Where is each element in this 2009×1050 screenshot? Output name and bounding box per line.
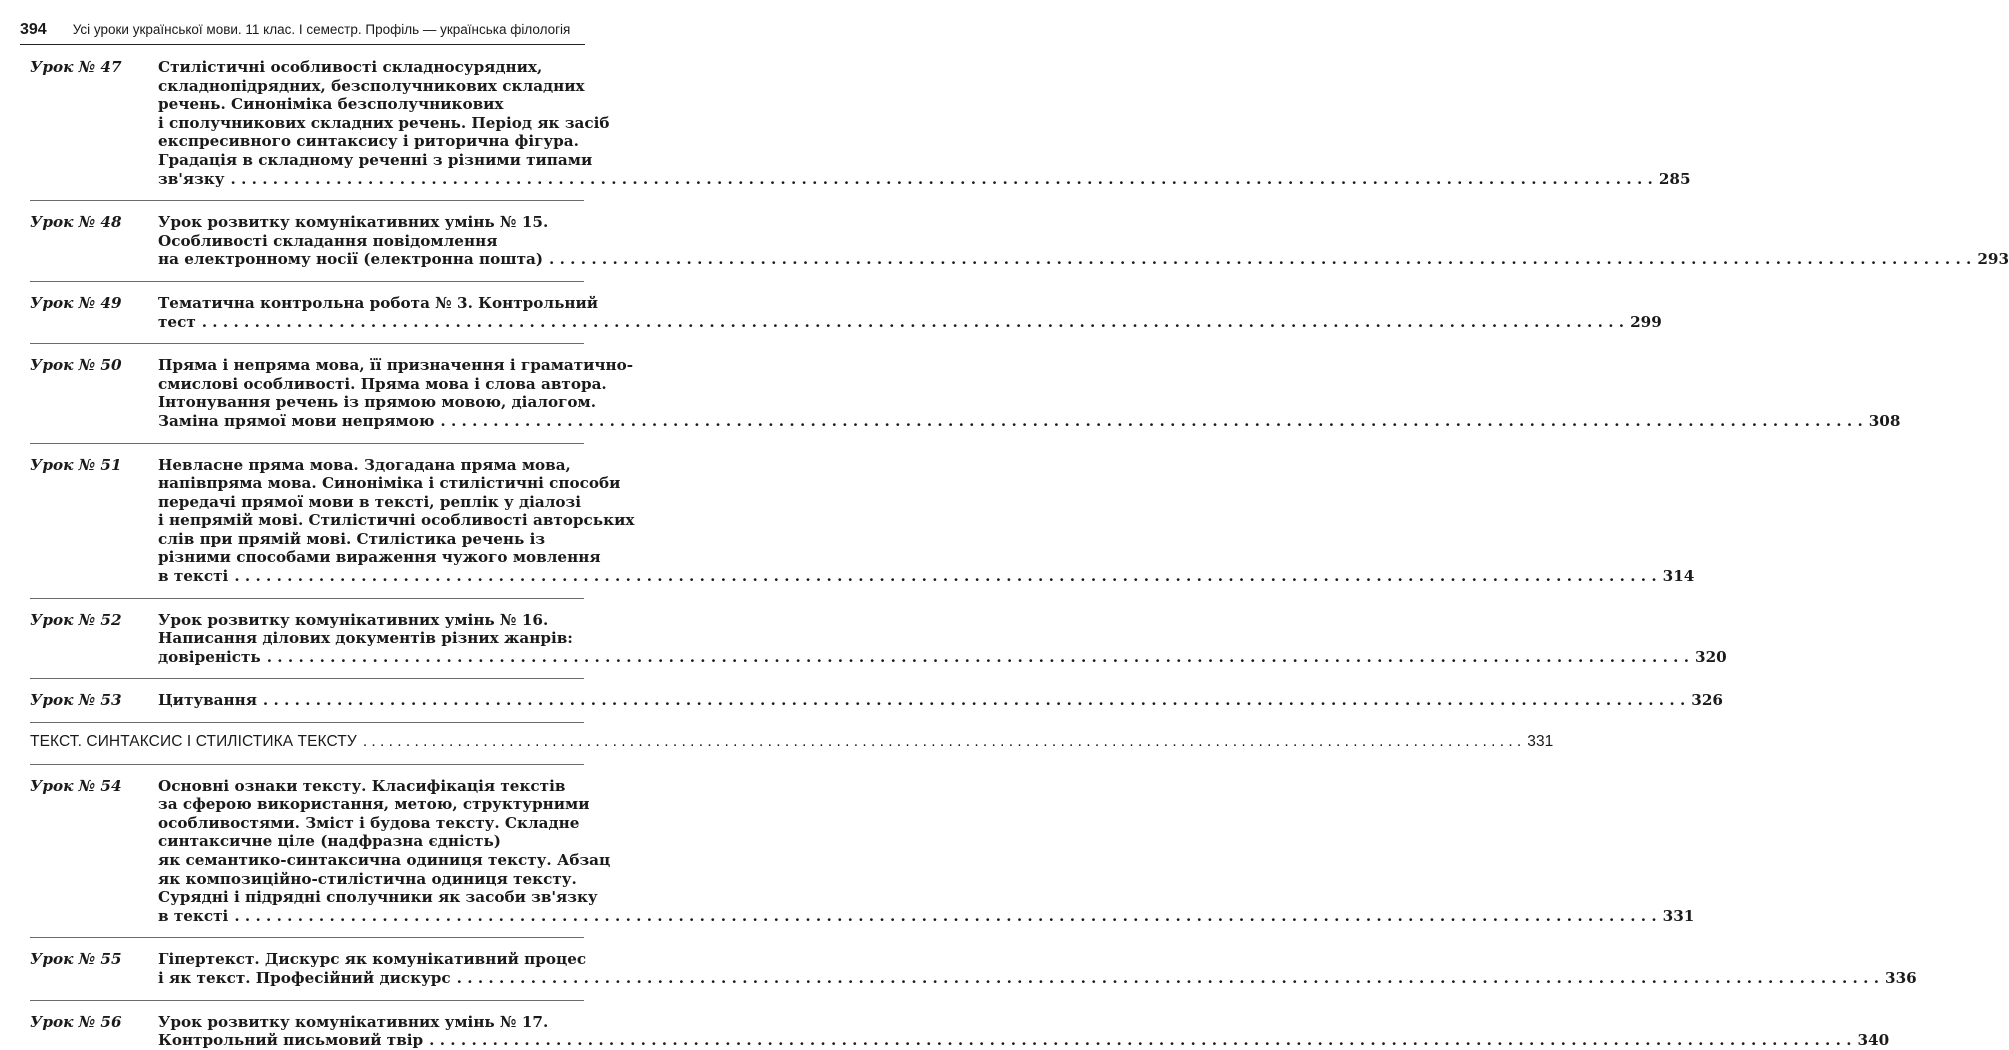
lesson-line: синтаксичне ціле (надфразна єдність) [158, 832, 501, 851]
lesson-last-text: довіреність [158, 647, 261, 666]
lesson-last-line [158, 170, 1691, 189]
section-page: 331 [1527, 733, 1554, 751]
dot-leader [202, 313, 1624, 332]
dot-leader [440, 412, 1862, 431]
dot-leader [457, 969, 1879, 988]
lesson-last-line [158, 313, 1662, 332]
lesson-line: Урок розвитку комунікативних умінь № 17. [158, 1012, 549, 1031]
header-title: Усі уроки української мови. 11 клас. І семестр. Профіль — українська філологія [72, 22, 571, 37]
lesson-last-line [158, 691, 1723, 710]
dot-leader [429, 1031, 1851, 1050]
separator-line [30, 343, 584, 344]
lesson-line: різними способами вираження чужого мовлення [158, 548, 601, 567]
lesson-label: Урок № 53 [30, 691, 122, 710]
lesson-text [158, 356, 1900, 412]
lesson-body [158, 213, 2009, 269]
page-reference: 308 [1868, 411, 1901, 430]
lesson-line: Тематична контрольна робота № 3. Контрольний [158, 293, 599, 312]
lesson-text [158, 294, 1662, 313]
lesson-last-line [158, 907, 1694, 926]
lesson-entry [30, 455, 1695, 586]
lesson-text [158, 456, 1694, 568]
lesson-last-line [158, 648, 1727, 667]
lesson-line: Особливості складання повідомлення [158, 231, 498, 250]
dot-leader [234, 567, 1656, 586]
lesson-last-text: на електронному носії (електронна пошта) [158, 250, 544, 269]
dot-leader [231, 170, 1653, 189]
lesson-body [158, 456, 1694, 586]
lesson-last-line [158, 1031, 1889, 1050]
lesson-line: передачі прямої мови в тексті, реплік у діалозі [158, 492, 582, 511]
lesson-last-line [158, 412, 1900, 431]
lesson-last-text: і як текст. Професійний дискурс [158, 968, 451, 987]
lesson-last-line [158, 250, 2009, 269]
page-reference: 314 [1662, 567, 1695, 586]
page-number: 394 [20, 21, 47, 38]
lesson-text [158, 1013, 1889, 1032]
lesson-body [158, 1013, 1889, 1050]
lesson-line: Пряма і непряма мова, її призначення і граматично- [158, 356, 634, 375]
lesson-last-text: в тексті [158, 906, 229, 925]
dot-leader [549, 250, 1971, 269]
lesson-line: Стилістичні особливості складносурядних, [158, 58, 543, 76]
lesson-entry [30, 58, 1691, 188]
page-reference: 336 [1885, 968, 1917, 987]
lesson-label: Урок № 54 [30, 776, 122, 795]
lesson-body [158, 777, 1694, 926]
lesson-line: Написання ділових документів різних жанрів: [158, 629, 573, 648]
lesson-line: Градація в складному реченні з різними типами [158, 150, 593, 169]
lesson-line: Сурядні і підрядні сполучники як засоби зв'язку [158, 888, 598, 907]
lesson-line: Основні ознаки тексту. Класифікація текстів [158, 776, 566, 795]
lesson-entry [30, 1012, 1890, 1050]
lesson-line: як композиційно-стилістична одиниця тексту. [158, 869, 577, 888]
lesson-text [158, 950, 1917, 969]
lesson-body [158, 58, 1691, 188]
lesson-label: Урок № 55 [30, 950, 122, 969]
lesson-body [158, 356, 1900, 430]
lesson-line: Гіпертекст. Дискурс як комунікативний процес [158, 950, 587, 969]
lesson-line: складнопідрядних, безсполучникових складних [158, 76, 585, 95]
separator-line [30, 678, 584, 679]
page-reference: 326 [1691, 691, 1723, 710]
lesson-text [158, 777, 1694, 907]
lesson-text [158, 213, 2009, 250]
lesson-line: як семантико-синтаксична одиниця тексту. Абзац [158, 851, 611, 869]
lesson-line: і сполучникових складних речень. Період як засіб [158, 113, 610, 132]
lesson-last-text: тест [158, 312, 196, 331]
dot-leader [263, 691, 1685, 710]
lesson-entry [30, 356, 1901, 430]
lesson-line: Невласне пряма мова. Здогадана пряма мова, [158, 455, 571, 474]
header-rule [20, 44, 585, 45]
lesson-line: речень. Синоніміка безсполучникових [158, 95, 504, 114]
lesson-line: і непрямій мові. Стилістичні особливості авторських [158, 511, 635, 530]
separator-line [30, 764, 584, 765]
lesson-line: Урок розвитку комунікативних умінь № 16. [158, 610, 549, 629]
lesson-label: Урок № 51 [30, 455, 122, 474]
lesson-label: Урок № 49 [30, 293, 122, 312]
lesson-line: Урок розвитку комунікативних умінь № 15. [158, 213, 549, 232]
dot-leader [363, 733, 1521, 752]
separator-line [30, 443, 584, 444]
separator-line [30, 937, 584, 938]
page-reference: 299 [1630, 312, 1662, 331]
lesson-last-line [158, 567, 1694, 586]
page-reference: 340 [1857, 1031, 1890, 1050]
lesson-body [158, 611, 1727, 667]
lesson-last-line [158, 969, 1917, 988]
lesson-entry [30, 950, 1917, 987]
lesson-text [158, 58, 1691, 170]
separator-line [30, 598, 584, 599]
lesson-label: Урок № 52 [30, 610, 122, 629]
lesson-last-text: Цитування [158, 691, 257, 710]
separator-line [30, 1000, 584, 1001]
lesson-entry [30, 610, 1727, 667]
lesson-text [158, 611, 1727, 648]
lesson-line: смислові особливості. Пряма мова і слова автора. [158, 374, 607, 393]
lesson-label: Урок № 47 [30, 58, 122, 76]
lesson-entry [30, 293, 1662, 331]
lesson-entry [30, 213, 2009, 269]
section-heading [30, 733, 1554, 752]
page-reference: 285 [1658, 169, 1691, 188]
separator-line [30, 722, 584, 723]
page-reference: 331 [1662, 906, 1695, 925]
page-reference: 320 [1695, 647, 1727, 666]
lesson-last-text: Контрольний письмовий твір [158, 1031, 424, 1050]
lesson-line: Інтонування речень із прямою мовою, діалогом. [158, 393, 597, 412]
lesson-last-text: Заміна прямої мови непрямою [158, 411, 435, 430]
dot-leader [234, 907, 1656, 926]
lesson-line: особливостями. Зміст і будова тексту. Складне [158, 813, 580, 832]
separator-line [30, 281, 584, 282]
lesson-entry [30, 691, 1723, 710]
lesson-line: за сферою використання, метою, структурними [158, 795, 590, 814]
lesson-entry [30, 776, 1695, 926]
page-reference: 293 [1977, 250, 2009, 269]
lesson-line: слів при прямій мові. Стилістика речень із [158, 529, 546, 548]
lesson-body [158, 950, 1917, 987]
lesson-label: Урок № 50 [30, 356, 122, 375]
lesson-label: Урок № 48 [30, 213, 122, 232]
lesson-last-text: зв'язку [158, 169, 225, 188]
running-header [20, 21, 585, 39]
lesson-line: напівпряма мова. Синоніміка і стилістичні способи [158, 474, 621, 493]
dot-leader [267, 648, 1689, 667]
separator-line [30, 200, 584, 201]
lesson-body [158, 294, 1662, 331]
section-title: ТЕКСТ. СИНТАКСИС І СТИЛІСТИКА ТЕКСТУ [30, 733, 357, 751]
lesson-line: експресивного синтаксису і риторична фігура. [158, 132, 579, 151]
lesson-label: Урок № 56 [30, 1012, 122, 1031]
lesson-body [158, 691, 1723, 710]
table-of-contents [30, 58, 2009, 1050]
lesson-last-text: в тексті [158, 567, 229, 586]
